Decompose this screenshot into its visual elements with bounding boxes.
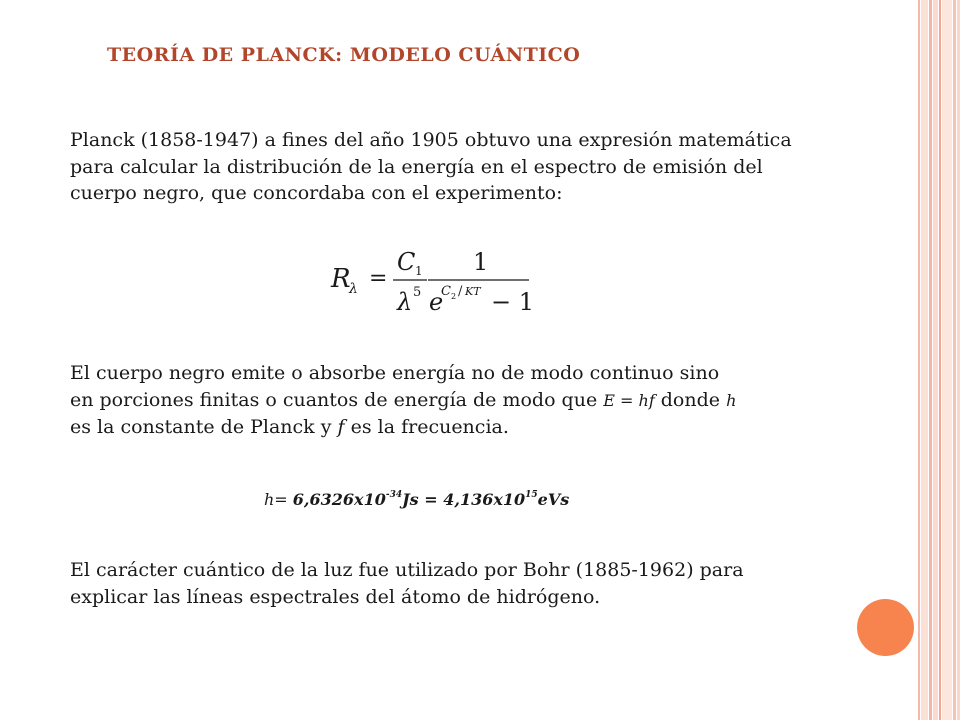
formula-exp-kt: KT [465, 285, 481, 298]
h-value-ev-unit: eVs [537, 490, 570, 509]
h-value-mantissa: 6,6326x10 [292, 490, 386, 509]
paragraph-line: El cuerpo negro emite o absorbe energía no de modo continuo sino [70, 362, 720, 384]
decorative-circle [857, 599, 914, 656]
formula-r-subscript: λ [349, 281, 358, 297]
paragraph-line: Planck (1858-1947) a fines del año 1905 obtuvo una expresión matemática [70, 129, 792, 151]
h-value-exponent: -34 [385, 490, 403, 500]
decorative-stripe [918, 0, 920, 720]
formula-minus-one: − 1 [491, 288, 535, 316]
formula-lambda-exponent: 5 [413, 285, 422, 300]
planck-formula [325, 240, 545, 320]
h-value-ev-exponent: 15 [525, 490, 538, 500]
paragraph-line [70, 414, 736, 441]
formula-numerator-one: 1 [473, 248, 489, 276]
paragraph-line: para calcular la distribución de la energía en el espectro de emisión del [70, 155, 763, 178]
h-symbol: h [726, 390, 737, 410]
decorative-stripe [942, 0, 952, 720]
quantum-paragraph [70, 360, 736, 441]
energy-equation: E = hf [603, 390, 655, 410]
bohr-paragraph [70, 557, 744, 610]
text-span: es la constante de Planck y [70, 416, 338, 438]
formula-exp-c2-subscript: 2 [451, 292, 457, 301]
formula-c1: C [397, 248, 416, 276]
formula-equals: = [369, 266, 388, 291]
formula-exp-slash: / [458, 284, 463, 299]
f-symbol: f [337, 416, 345, 438]
text-span: es la frecuencia. [344, 416, 509, 438]
decorative-stripe [939, 0, 941, 720]
h-value-unit: Js = 4,136x10 [402, 490, 526, 509]
paragraph-line: cuerpo negro, que concordaba con el experimento: [70, 182, 563, 204]
decorative-stripe [933, 0, 938, 720]
decorative-stripe [921, 0, 928, 720]
formula-e: e [429, 288, 444, 316]
decorative-stripe [929, 0, 932, 720]
formula-c1-subscript: 1 [415, 264, 423, 278]
formula-exp-c2: C [441, 284, 451, 299]
text-span: donde [654, 388, 727, 411]
paragraph-line: explicar las líneas espectrales del átomo de hidrógeno. [70, 585, 601, 608]
decorative-stripe [953, 0, 956, 720]
slide-title: TEORÍA DE PLANCK: MODELO CUÁNTICO [107, 44, 581, 66]
planck-constant [264, 490, 569, 509]
h-value [293, 490, 569, 509]
paragraph-line: El carácter cuántico de la luz fue utilizado por Bohr (1885-1962) para [70, 559, 744, 581]
intro-paragraph [70, 127, 792, 207]
h-label: h= [264, 490, 293, 509]
text-span: en porciones finitas o cuantos de energía de modo que [70, 388, 604, 411]
formula-lambda: λ [397, 288, 413, 316]
formula-r: R [331, 264, 351, 294]
paragraph-line [70, 387, 736, 415]
